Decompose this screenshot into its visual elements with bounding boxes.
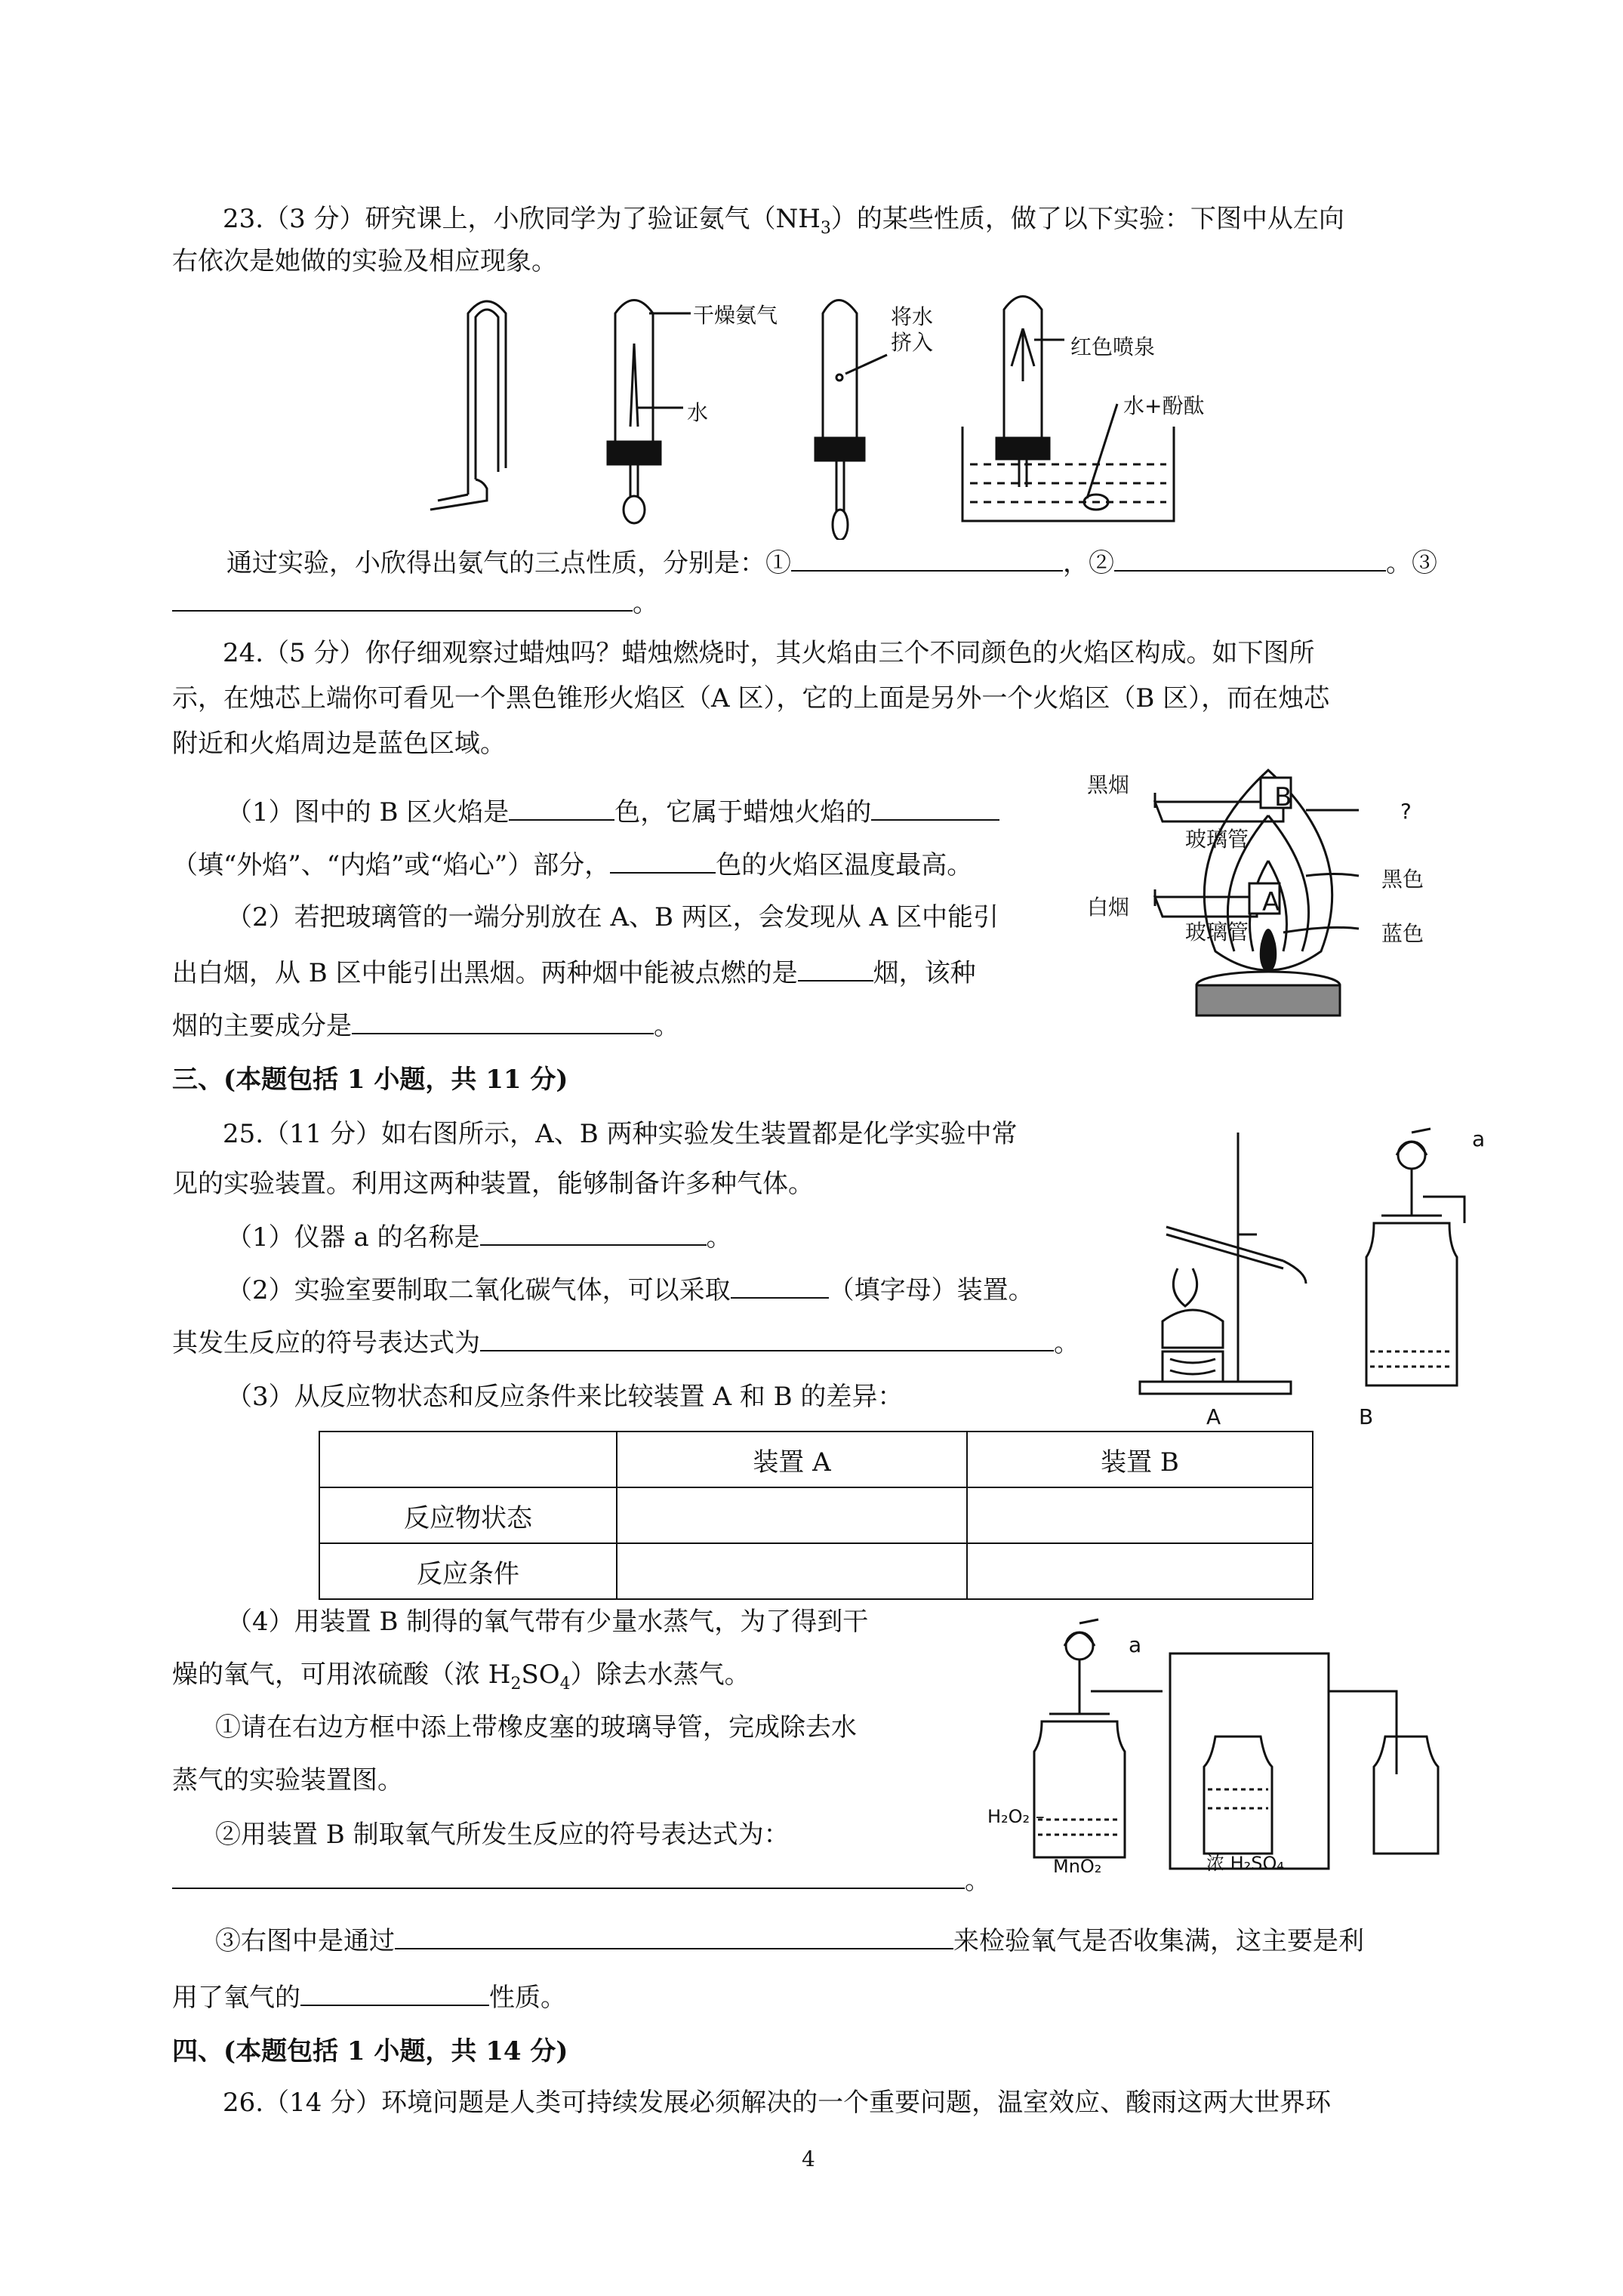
- q25-p4-line4: 蒸气的实验装置图。: [172, 1765, 403, 1795]
- q25-p4-line7: ③右图中是通过 来检验氧气是否收集满，这主要是利: [215, 1926, 1364, 1956]
- q24-blank-3[interactable]: [610, 849, 716, 874]
- table-cell: 反应条件: [319, 1543, 617, 1599]
- label-blue: 蓝色: [1381, 921, 1424, 946]
- q24-blank-1[interactable]: [509, 797, 614, 821]
- section-4-heading: 四、(本题包括 1 小题，共 14 分): [172, 2036, 568, 2066]
- label-zone-b: B: [1274, 782, 1292, 812]
- q23-line2: 右依次是她做的实验及相应现象。: [172, 246, 557, 276]
- label-squeeze-water-1: 将水: [891, 304, 934, 329]
- label-h2o2: H₂O₂ –: [987, 1806, 1045, 1827]
- q24-line3: 附近和火焰周边是蓝色区域。: [172, 729, 506, 759]
- q23-blank-1[interactable]: [791, 547, 1063, 572]
- table-cell: 反应物状态: [319, 1487, 617, 1543]
- label-water-phenolphthalein: 水+酚酞: [1123, 393, 1205, 418]
- q23-blank-2[interactable]: [1114, 547, 1386, 572]
- q25-p4-line1: （4）用装置 B 制得的氧气带有少量水蒸气，为了得到干: [226, 1607, 869, 1637]
- q24-p2-line2: 出白烟，从 B 区中能引出黑烟。两种烟中能被点燃的是 烟，该种: [172, 958, 976, 988]
- q24-blank-4[interactable]: [798, 957, 873, 982]
- label-dry-ammonia: 干燥氨气: [693, 303, 778, 328]
- label-water: 水: [687, 400, 709, 425]
- q23-answer-line: 通过实验，小欣得出氨气的三点性质，分别是：① ，② 。③: [226, 548, 1437, 578]
- q23-answer-line2: 。: [172, 587, 658, 618]
- label-black: 黑色: [1381, 867, 1424, 892]
- q25-p2-line1: （2）实验室要制取二氧化碳气体，可以采取 （填字母）装置。: [226, 1275, 1034, 1305]
- q25-blank-2[interactable]: [731, 1274, 829, 1299]
- q25-p1: （1）仪器 a 的名称是 。: [226, 1222, 732, 1253]
- q25-p2-line2: 其发生反应的符号表达式为 。: [172, 1328, 1079, 1358]
- q25-blank-3[interactable]: [480, 1327, 1054, 1351]
- q25-p4-line6: 。: [172, 1865, 990, 1896]
- label-mno2: MnO₂: [1053, 1856, 1102, 1877]
- q25-line1: 25.（11 分）如右图所示，A、B 两种实验发生装置都是化学实验中常: [223, 1119, 1018, 1149]
- q26-line1: 26.（14 分）环境问题是人类可持续发展必须解决的一个重要问题，温室效应、酸雨这两大世界环: [223, 2088, 1332, 2118]
- section-3-heading: 三、(本题包括 1 小题，共 11 分): [172, 1065, 568, 1095]
- label-question: ?: [1400, 799, 1412, 824]
- table-cell[interactable]: [967, 1543, 1313, 1599]
- q24-blank-5[interactable]: [352, 1010, 654, 1034]
- q24-line2: 示，在烛芯上端你可看见一个黑色锥形火焰区（A 区），它的上面是另外一个火焰区（B 区），而在烛芯: [172, 683, 1330, 713]
- table-cell[interactable]: [617, 1487, 967, 1543]
- q24-p2-line3: 烟的主要成分是 。: [172, 1011, 679, 1041]
- apparatus-a-b-figure: [1132, 1125, 1480, 1412]
- q25-p4-line5: ②用装置 B 制取氧气所发生反应的符号表达式为：: [215, 1820, 790, 1850]
- table-cell[interactable]: [967, 1487, 1313, 1543]
- table-header-cell: 装置 B: [967, 1432, 1313, 1487]
- page-number: 4: [802, 2147, 815, 2171]
- table-header-row: [319, 1432, 1313, 1487]
- label-zone-a: A: [1262, 887, 1280, 917]
- label-glass-tube-1: 玻璃管: [1185, 827, 1249, 852]
- q24-line1: 24.（5 分）你仔细观察过蜡烛吗？蜡烛燃烧时，其火焰由三个不同颜色的火焰区构成。如下图所: [223, 638, 1315, 668]
- label-a-bottom: a: [1129, 1632, 1142, 1657]
- label-glass-tube-2: 玻璃管: [1185, 920, 1249, 945]
- drying-apparatus-figure: [1027, 1616, 1449, 1888]
- q25-line2: 见的实验装置。利用这两种装置，能够制备许多种气体。: [172, 1169, 814, 1199]
- q25-p4-line8: 用了氧气的 性质。: [172, 1983, 566, 2013]
- comparison-table: [319, 1431, 1313, 1600]
- table-header-cell: 装置 A: [617, 1432, 967, 1487]
- label-red-fountain: 红色喷泉: [1070, 334, 1156, 359]
- table-row: [319, 1487, 1313, 1543]
- label-a-top: a: [1472, 1126, 1486, 1151]
- table-row: [319, 1543, 1313, 1599]
- label-conc-h2so4: 浓 H₂SO₄: [1206, 1853, 1285, 1874]
- q25-blank-1[interactable]: [480, 1222, 707, 1246]
- q24-blank-2[interactable]: [871, 797, 999, 821]
- q25-p3: （3）从反应物状态和反应条件来比较装置 A 和 B 的差异：: [226, 1382, 904, 1412]
- q25-blank-4[interactable]: [172, 1865, 965, 1889]
- q25-p4-line2: 燥的氧气，可用浓硫酸（浓 $H_2SO_4$）除去水蒸气。: [172, 1660, 750, 1693]
- q25-p4-line3: ①请在右边方框中添上带橡皮塞的玻璃导管，完成除去水: [215, 1712, 857, 1743]
- q24-p2-line1: （2）若把玻璃管的一端分别放在 A、B 两区，会发现从 A 区中能引: [226, 902, 999, 932]
- label-squeeze-water-2: 挤入: [891, 330, 934, 355]
- table-cell[interactable]: [617, 1543, 967, 1599]
- q25-blank-5[interactable]: [395, 1925, 953, 1949]
- label-apparatus-b: B: [1359, 1404, 1374, 1429]
- table-header-cell: [319, 1432, 617, 1487]
- label-black-smoke: 黑烟: [1087, 772, 1130, 797]
- q24-p1-line1: （1）图中的 B 区火焰是 色，它属于蜡烛火焰的: [226, 797, 999, 827]
- q25-blank-6[interactable]: [300, 1982, 489, 2006]
- label-apparatus-a: A: [1206, 1404, 1221, 1429]
- q23-blank-3[interactable]: [172, 587, 633, 612]
- q24-p1-line2: （填“外焰”、“内焰”或“焰心”）部分， 色的火焰区温度最高。: [172, 850, 973, 880]
- label-white-smoke: 白烟: [1087, 895, 1130, 920]
- q23-line1: 23.（3 分）研究课上，小欣同学为了验证氨气$(NH_3)$的某些性质，做了以下实验：下图中从左向: [223, 204, 1344, 238]
